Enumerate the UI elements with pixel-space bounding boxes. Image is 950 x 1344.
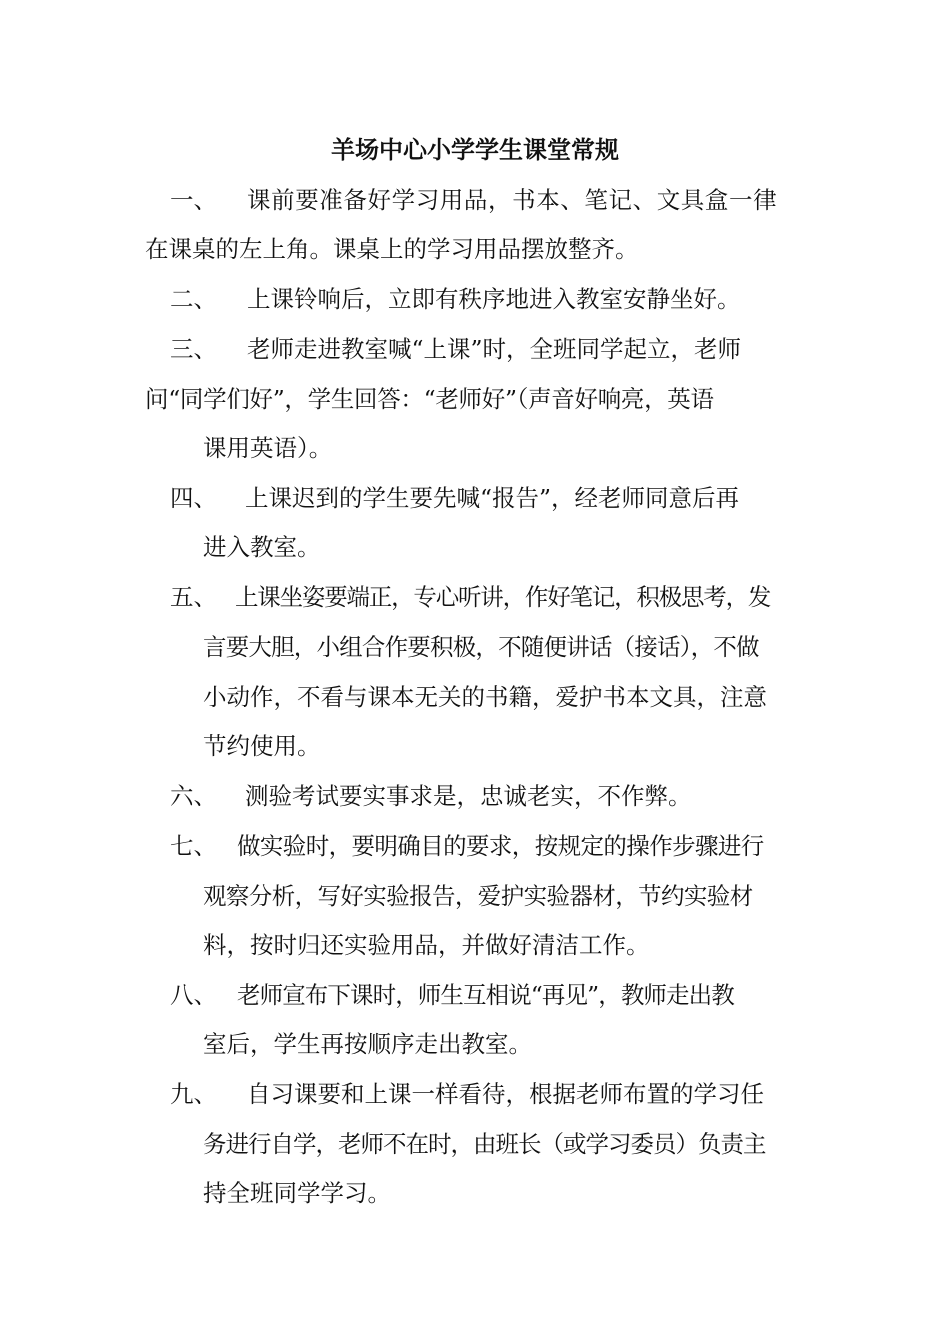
item-number: 四、 [170, 484, 217, 512]
item-line: 言要大胆，小组合作要积极，不随便讲话（接话），不做 [203, 633, 759, 661]
item-line: 上课铃响后，立即有秩序地进入教室安静坐好。 [247, 285, 741, 313]
list-item [0, 329, 950, 369]
item-line: 老师宣布下课时，师生互相说“再见”，教师走出教 [237, 981, 734, 1009]
list-item-continuation [0, 1024, 950, 1064]
list-item-continuation [0, 428, 950, 468]
item-line: 室后，学生再按顺序走出教室。 [203, 1030, 532, 1058]
item-number: 八、 [170, 981, 217, 1009]
item-line: 进入教室。 [203, 533, 321, 561]
list-item-continuation [0, 627, 950, 667]
item-line: 老师走进教室喊“上课”时，全班同学起立，老师 [247, 335, 742, 363]
item-line: 务进行自学，老师不在时，由班长（或学习委员）负责主 [203, 1130, 766, 1158]
list-item [0, 1074, 950, 1114]
list-item [0, 776, 950, 816]
item-number: 一、 [170, 186, 217, 214]
item-number: 五、 [170, 583, 217, 611]
list-item-continuation [0, 229, 950, 269]
item-line: 问“同学们好”，学生回答：“老师好”（声音好响亮，英语 [145, 385, 714, 413]
item-line: 测验考试要实事求是，忠诚老实，不作弊。 [245, 782, 692, 810]
item-line: 课用英语）。 [203, 434, 333, 462]
item-line: 观察分析，写好实验报告，爱护实验器材，节约实验材 [203, 882, 753, 910]
list-item-continuation [0, 1173, 950, 1213]
item-line: 上课迟到的学生要先喊“报告”，经老师同意后再 [245, 484, 740, 512]
item-line: 持全班同学学习。 [203, 1179, 391, 1207]
list-item-continuation [0, 677, 950, 717]
item-line: 料，按时归还实验用品，并做好清洁工作。 [203, 931, 650, 959]
page-title: 羊场中心小学学生课堂常规 [331, 136, 619, 164]
list-item [0, 577, 950, 617]
list-item [0, 975, 950, 1015]
list-item [0, 478, 950, 518]
item-number: 七、 [170, 832, 217, 860]
item-line: 上课坐姿要端正，专心听讲，作好笔记，积极思考，发 [235, 583, 771, 611]
list-item-continuation [0, 1124, 950, 1164]
list-item-continuation [0, 527, 950, 567]
list-item-continuation [0, 925, 950, 965]
list-item-continuation [0, 726, 950, 766]
list-item-continuation [0, 876, 950, 916]
list-item-continuation [0, 379, 950, 419]
list-item [0, 279, 950, 319]
item-number: 二、 [170, 285, 217, 313]
item-line: 做实验时，要明确目的要求，按规定的操作步骤进行 [237, 832, 764, 860]
item-number: 六、 [170, 782, 217, 810]
item-line: 自习课要和上课一样看待，根据老师布置的学习任 [247, 1080, 764, 1108]
item-line: 课前要准备好学习用品，书本、笔记、文具盒一律 [247, 186, 778, 214]
item-number: 九、 [170, 1080, 217, 1108]
item-line: 在课桌的左上角。课桌上的学习用品摆放整齐。 [145, 235, 639, 263]
list-item [0, 826, 950, 866]
list-item [0, 180, 950, 220]
item-line: 节约使用。 [203, 732, 321, 760]
item-line: 小动作，不看与课本无关的书籍，爱护书本文具，注意 [203, 683, 767, 711]
item-number: 三、 [170, 335, 217, 363]
